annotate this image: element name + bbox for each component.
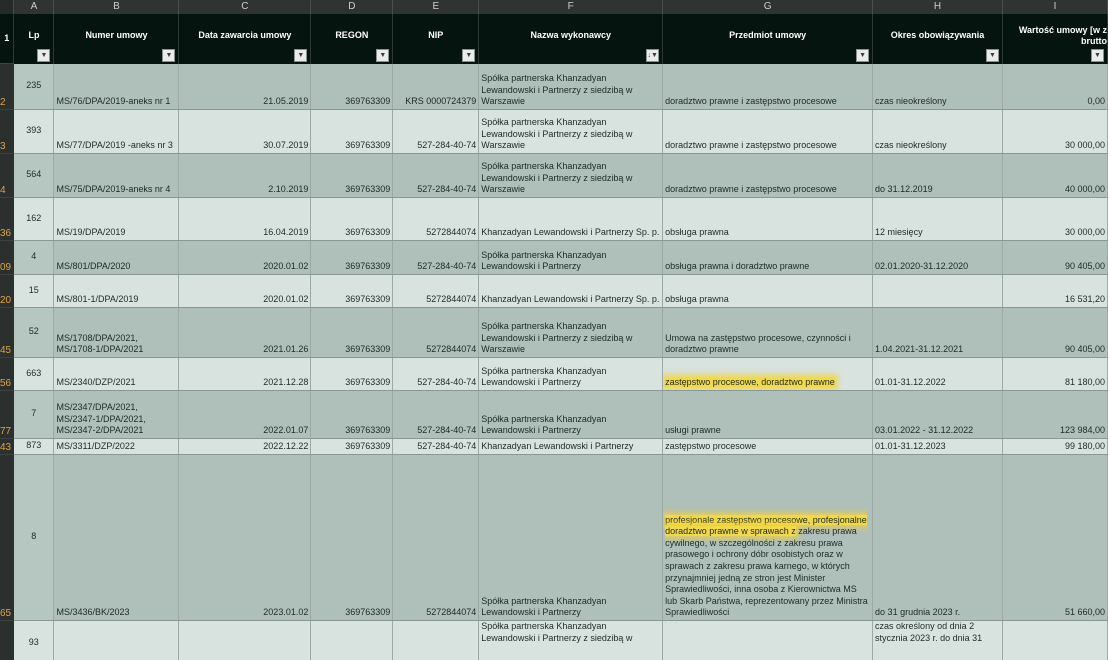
cell-przedmiot-umowy[interactable]: doradztwo prawne i zastępstwo procesowe — [663, 64, 873, 110]
header-nip — [393, 14, 479, 64]
cell-wartosc[interactable]: 51 660,00 — [1003, 455, 1108, 621]
header-okres-obowiazywania-label: Okres obowiązywania — [890, 30, 985, 41]
row-number[interactable] — [0, 198, 14, 241]
cell-nazwa-wykonawcy[interactable]: Khanzadyan Lewandowski i Partnerzy — [479, 439, 663, 455]
cell-przedmiot-umowy[interactable]: doradztwo prawne i zastępstwo procesowe — [663, 110, 873, 154]
dropdown-filter-icon[interactable]: ▼ — [986, 49, 999, 62]
cell-okres[interactable] — [873, 275, 1003, 308]
row-number[interactable] — [0, 64, 14, 110]
table-row — [0, 391, 1108, 439]
header-nazwa-wykonawcy-label: Nazwa wykonawcy — [530, 30, 611, 41]
cell-numer-umowy[interactable]: MS/76/DPA/2019-aneks nr 1 — [54, 64, 179, 110]
cell-data-zawarcia[interactable]: 21.05.2019 — [179, 64, 311, 110]
table-row — [0, 275, 1108, 308]
cell-regon[interactable]: 369763309 — [311, 241, 393, 275]
header-lp-label: Lp — [28, 30, 40, 41]
cell-okres[interactable]: 03.01.2022 - 31.12.2022 — [873, 391, 1003, 439]
header-lp — [14, 14, 54, 64]
row-number[interactable] — [0, 358, 14, 391]
table-row — [0, 439, 1108, 455]
cell-przedmiot-umowy[interactable]: usługi prawne — [663, 391, 873, 439]
cell-numer-umowy[interactable]: MS/2347/DPA/2021, MS/2347-1/DPA/2021, MS/2347-2/DPA/2021 — [54, 391, 179, 439]
header-data-zawarcia — [179, 14, 311, 64]
cell-numer-umowy[interactable] — [54, 621, 179, 660]
row-number-label: 56 — [0, 378, 12, 389]
row-number-label: 43 — [0, 442, 12, 453]
cell-przedmiot-umowy[interactable]: obsługa prawna — [663, 198, 873, 241]
column-letter-h[interactable]: H — [873, 0, 1003, 14]
cell-wartosc[interactable]: 40 000,00 — [1003, 154, 1108, 198]
highlight-mark: profesjonale zastępstwo procesowe, profesjonalne doradztwo prawne w sprawach z — [665, 514, 867, 537]
cell-data-zawarcia[interactable]: 2022.12.22 — [179, 439, 311, 455]
cell-wartosc[interactable]: 81 180,00 — [1003, 358, 1108, 391]
cell-data-zawarcia[interactable]: 2020.01.02 — [179, 275, 311, 308]
table-row — [0, 358, 1108, 391]
cell-nazwa-wykonawcy[interactable]: Spółka partnerska Khanzadyan Lewandowski i Partnerzy — [479, 391, 663, 439]
select-all-corner[interactable] — [0, 0, 14, 14]
cell-lp[interactable]: 52 — [14, 308, 54, 358]
cell-nip[interactable] — [393, 621, 479, 660]
dropdown-filter-icon[interactable]: ▼ — [462, 49, 475, 62]
column-letter-i[interactable]: I — [1003, 0, 1108, 14]
column-letter-e[interactable]: E — [393, 0, 479, 14]
cell-okres[interactable]: 01.01-31.12.2023 — [873, 439, 1003, 455]
cell-wartosc[interactable]: 16 531,20 — [1003, 275, 1108, 308]
cell-wartosc[interactable]: 90 405,00 — [1003, 308, 1108, 358]
row-number-label: 65 — [0, 608, 12, 619]
cell-wartosc[interactable]: 99 180,00 — [1003, 439, 1108, 455]
column-letter-b[interactable]: B — [54, 0, 179, 14]
cell-wartosc[interactable]: 90 405,00 — [1003, 241, 1108, 275]
cell-data-zawarcia[interactable]: 2022.01.07 — [179, 391, 311, 439]
cell-numer-umowy[interactable]: MS/19/DPA/2019 — [54, 198, 179, 241]
cell-nip[interactable]: 527-284-40-74 — [393, 110, 479, 154]
cell-data-zawarcia[interactable]: 30.07.2019 — [179, 110, 311, 154]
cell-lp[interactable]: 15 — [14, 275, 54, 308]
cell-regon[interactable]: 369763309 — [311, 110, 393, 154]
row-number[interactable] — [0, 154, 14, 198]
header-przedmiot-umowy-label: Przedmiot umowy — [729, 30, 807, 41]
cell-numer-umowy[interactable]: MS/801-1/DPA/2019 — [54, 275, 179, 308]
cell-okres[interactable]: 02.01.2020-31.12.2020 — [873, 241, 1003, 275]
header-regon-label: REGON — [335, 30, 369, 41]
cell-nip[interactable]: 5272844074 — [393, 275, 479, 308]
cell-nazwa-wykonawcy[interactable]: Spółka partnerska Khanzadyan Lewandowski i Partnerzy z siedzibą w Warszawie — [479, 110, 663, 154]
row-number-label: 09 — [0, 262, 12, 273]
row-number-label: 77 — [0, 426, 12, 437]
cell-okres[interactable]: 1.04.2021-31.12.2021 — [873, 308, 1003, 358]
cell-przedmiot-umowy[interactable] — [663, 358, 873, 391]
dropdown-filter-icon[interactable]: ▼ — [162, 49, 175, 62]
cell-regon[interactable]: 369763309 — [311, 198, 393, 241]
row-number[interactable] — [0, 455, 14, 621]
header-wartosc-umowy-label: Wartość umowy [w z brutto — [1018, 24, 1107, 46]
table-row — [0, 621, 1108, 660]
row-number[interactable] — [0, 308, 14, 358]
header-przedmiot-umowy — [663, 14, 873, 64]
row-number-label: 4 — [0, 185, 6, 196]
header-regon — [311, 14, 393, 64]
column-letter-d[interactable]: D — [311, 0, 393, 14]
cell-nazwa-wykonawcy[interactable]: Khanzadyan Lewandowski i Partnerzy Sp. p. — [479, 198, 663, 241]
cell-regon[interactable]: 369763309 — [311, 391, 393, 439]
dropdown-filter-icon[interactable]: ▼ — [856, 49, 869, 62]
cell-regon[interactable]: 369763309 — [311, 455, 393, 621]
cell-przedmiot-umowy[interactable]: obsługa prawna — [663, 275, 873, 308]
cell-regon[interactable]: 369763309 — [311, 439, 393, 455]
cell-wartosc[interactable]: 30 000,00 — [1003, 198, 1108, 241]
cell-wartosc[interactable]: 0,00 — [1003, 64, 1108, 110]
header-nazwa-wykonawcy — [479, 14, 663, 64]
cell-lp[interactable]: 564 — [14, 154, 54, 198]
cell-text: zakresu prawa cywilnego, w szczególności z zakresu prawa prasowego i ochrony dóbr osobistych oraz w sprawach z zakresu prawa karnego, w których przynajmniej jedną ze stron jest Minister Sprawiedliwości, inna osoba z Kierownictwa MS lub Skarb Państwa, reprezentowany przez Ministra Sprawiedliwości — [665, 526, 868, 618]
cell-regon[interactable]: 369763309 — [311, 308, 393, 358]
cell-lp[interactable]: 4 — [14, 241, 54, 275]
row-number[interactable] — [0, 275, 14, 308]
cell-lp[interactable]: 7 — [14, 391, 54, 439]
header-wartosc-umowy — [1003, 14, 1108, 64]
cell-lp[interactable]: 8 — [14, 455, 54, 621]
cell-nazwa-wykonawcy[interactable]: Spółka partnerska Khanzadyan Lewandowski i Partnerzy z siedzibą w Warszawie — [479, 308, 663, 358]
cell-lp[interactable]: 93 — [14, 621, 54, 660]
cell-przedmiot-umowy[interactable]: doradztwo prawne i zastępstwo procesowe — [663, 154, 873, 198]
cell-nazwa-wykonawcy[interactable]: Spółka partnerska Khanzadyan Lewandowski i Partnerzy — [479, 241, 663, 275]
dropdown-filter-icon[interactable]: ▼ — [376, 49, 389, 62]
cell-data-zawarcia[interactable]: 2021.12.28 — [179, 358, 311, 391]
cell-data-zawarcia[interactable]: 16.04.2019 — [179, 198, 311, 241]
cell-regon[interactable]: 369763309 — [311, 358, 393, 391]
row-number[interactable] — [0, 621, 14, 660]
table-row — [0, 154, 1108, 198]
cell-lp[interactable]: 873 — [14, 439, 54, 455]
table-row — [0, 110, 1108, 154]
cell-numer-umowy[interactable]: MS/2340/DZP/2021 — [54, 358, 179, 391]
cell-numer-umowy[interactable]: MS/801/DPA/2020 — [54, 241, 179, 275]
cell-okres[interactable]: czas nieokreślony — [873, 110, 1003, 154]
table-row — [0, 198, 1108, 241]
row-number[interactable] — [0, 439, 14, 455]
cell-wartosc[interactable]: 123 984,00 — [1003, 391, 1108, 439]
cell-regon[interactable] — [311, 621, 393, 660]
row-number[interactable] — [0, 391, 14, 439]
cell-okres[interactable]: 12 miesięcy — [873, 198, 1003, 241]
column-letter-g[interactable]: G — [663, 0, 873, 14]
row-number[interactable] — [0, 14, 14, 64]
cell-przedmiot-umowy[interactable] — [663, 621, 873, 660]
cell-numer-umowy[interactable]: MS/75/DPA/2019-aneks nr 4 — [54, 154, 179, 198]
cell-numer-umowy[interactable]: MS/3436/BK/2023 — [54, 455, 179, 621]
cell-okres[interactable]: czas określony od dnia 2 stycznia 2023 r. do dnia 31 — [873, 621, 1003, 660]
cell-nip[interactable]: KRS 0000724379 — [393, 64, 479, 110]
cell-data-zawarcia[interactable]: 2021.01.26 — [179, 308, 311, 358]
cell-data-zawarcia[interactable]: 2023.01.02 — [179, 455, 311, 621]
cell-wartosc[interactable] — [1003, 621, 1108, 660]
cell-nazwa-wykonawcy[interactable]: Khanzadyan Lewandowski i Partnerzy Sp. p. — [479, 275, 663, 308]
column-letter-a[interactable]: A — [14, 0, 54, 14]
dropdown-filter-icon[interactable]: ▼ — [37, 49, 50, 62]
table-row — [0, 455, 1108, 621]
header-data-zawarcia-label: Data zawarcia umowy — [198, 30, 292, 41]
column-letter-c[interactable]: C — [179, 0, 311, 14]
cell-nip[interactable]: 527-284-40-74 — [393, 391, 479, 439]
dropdown-filter-icon[interactable]: ▼ — [294, 49, 307, 62]
cell-regon[interactable]: 369763309 — [311, 154, 393, 198]
column-letter-row — [0, 0, 1108, 14]
header-numer-umowy — [54, 14, 179, 64]
cell-lp[interactable]: 663 — [14, 358, 54, 391]
row-number-label: 45 — [0, 345, 12, 356]
row-number-label: 36 — [0, 228, 12, 239]
cell-numer-umowy[interactable]: MS/3311/DZP/2022 — [54, 439, 179, 455]
cell-przedmiot-umowy[interactable] — [663, 455, 873, 621]
cell-przedmiot-umowy[interactable]: Umowa na zastępstwo procesowe, czynności i doradztwo prawne — [663, 308, 873, 358]
row-number-label: 3 — [0, 141, 6, 152]
header-nip-label: NIP — [428, 30, 444, 41]
dropdown-filter-icon[interactable]: ▼ — [1091, 49, 1104, 62]
cell-lp[interactable]: 393 — [14, 110, 54, 154]
cell-nazwa-wykonawcy[interactable]: Spółka partnerska Khanzadyan Lewandowski i Partnerzy z siedzibą w Warszawie — [479, 154, 663, 198]
row-number[interactable] — [0, 241, 14, 275]
cell-nip[interactable]: 5272844074 — [393, 198, 479, 241]
cell-regon[interactable]: 369763309 — [311, 64, 393, 110]
header-row — [0, 14, 1108, 64]
cell-okres[interactable]: 01.01-31.12.2022 — [873, 358, 1003, 391]
row-number-label: 1 — [4, 33, 10, 43]
cell-nazwa-wykonawcy[interactable]: Spółka partnerska Khanzadyan Lewandowski i Partnerzy — [479, 358, 663, 391]
cell-nip[interactable]: 527-284-40-74 — [393, 439, 479, 455]
cell-numer-umowy[interactable]: MS/1708/DPA/2021, MS/1708-1/DPA/2021 — [54, 308, 179, 358]
row-number-label: 2 — [0, 97, 6, 108]
header-okres-obowiazywania — [873, 14, 1003, 64]
cell-wartosc[interactable]: 30 000,00 — [1003, 110, 1108, 154]
table-row — [0, 308, 1108, 358]
cell-nazwa-wykonawcy[interactable]: Spółka partnerska Khanzadyan Lewandowski i Partnerzy z siedzibą w Warszawie — [479, 64, 663, 110]
cell-nip[interactable]: 527-284-40-74 — [393, 154, 479, 198]
header-numer-umowy-label: Numer umowy — [85, 30, 148, 41]
cell-nazwa-wykonawcy[interactable]: Spółka partnerska Khanzadyan Lewandowski i Partnerzy z siedzibą w — [479, 621, 663, 660]
row-number[interactable] — [0, 110, 14, 154]
cell-regon[interactable]: 369763309 — [311, 275, 393, 308]
cell-okres[interactable]: do 31 grudnia 2023 r. — [873, 455, 1003, 621]
cell-okres[interactable]: do 31.12.2019 — [873, 154, 1003, 198]
cell-nip[interactable]: 527-284-40-74 — [393, 241, 479, 275]
cell-numer-umowy[interactable]: MS/77/DPA/2019 -aneks nr 3 — [54, 110, 179, 154]
cell-przedmiot-umowy[interactable]: obsługa prawna i doradztwo prawne — [663, 241, 873, 275]
sort-filter-icon[interactable]: ↓▼ — [646, 49, 659, 62]
cell-okres[interactable]: czas nieokreślony — [873, 64, 1003, 110]
row-number-label: 20 — [0, 295, 12, 306]
cell-nip[interactable]: 5272844074 — [393, 455, 479, 621]
cell-nazwa-wykonawcy[interactable]: Spółka partnerska Khanzadyan Lewandowski i Partnerzy — [479, 455, 663, 621]
cell-data-zawarcia[interactable] — [179, 621, 311, 660]
cell-nip[interactable]: 5272844074 — [393, 308, 479, 358]
cell-lp[interactable]: 162 — [14, 198, 54, 241]
highlight-mark: zastępstwo procesowe, doradztwo prawne — [665, 377, 835, 388]
column-letter-f[interactable]: F — [479, 0, 663, 14]
cell-przedmiot-umowy[interactable]: zastępstwo procesowe — [663, 439, 873, 455]
cell-lp[interactable]: 235 — [14, 64, 54, 110]
table-row — [0, 241, 1108, 275]
cell-data-zawarcia[interactable]: 2.10.2019 — [179, 154, 311, 198]
table-row — [0, 64, 1108, 110]
cell-data-zawarcia[interactable]: 2020.01.02 — [179, 241, 311, 275]
cell-nip[interactable]: 527-284-40-74 — [393, 358, 479, 391]
